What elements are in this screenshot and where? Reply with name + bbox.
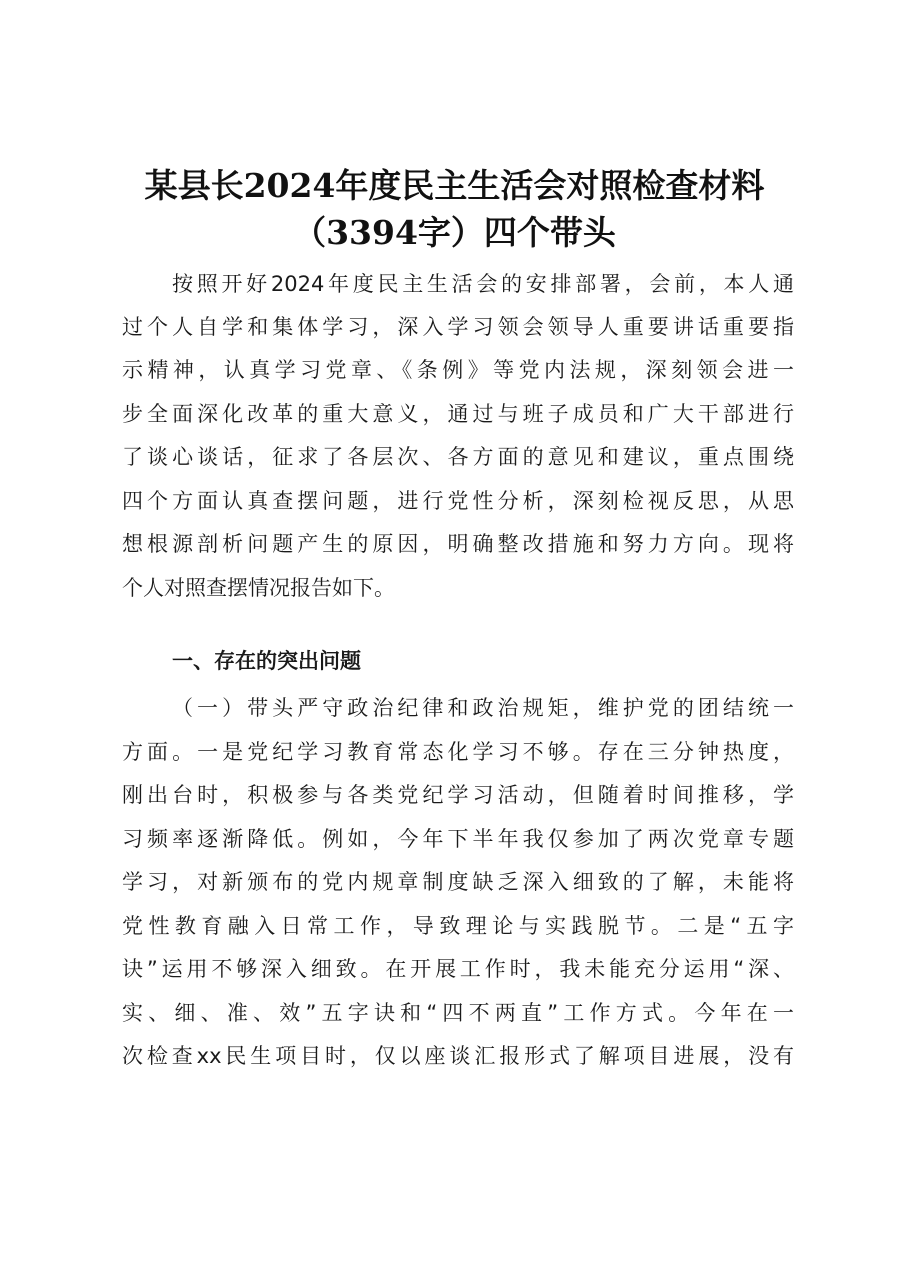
section-heading: 一、存在的突出问题 <box>172 649 361 673</box>
document-title-line-1: 某县长2024年度民主生活会对照检查材料 <box>144 166 765 205</box>
paragraph-line: 习频率逐渐降低。例如，今年下半年我仅参加了两次党章专题 <box>122 827 794 851</box>
paragraph-line: 党性教育融入日常工作，导致理论与实践脱节。二是“五字 <box>122 914 794 938</box>
paragraph-line: （一）带头严守政治纪律和政治规矩，维护党的团结统一 <box>172 696 794 720</box>
paragraph-line: 步全面深化改革的重大意义，通过与班子成员和广大干部进行 <box>122 402 794 426</box>
paragraph-line: 诀”运用不够深入细致。在开展工作时，我未能充分运用“深、 <box>122 957 794 981</box>
paragraph-line: 示精神，认真学习党章、《条例》等党内法规，深刻领会进一 <box>122 358 794 382</box>
paragraph-line: 个人对照查摆情况报告如下。 <box>122 576 395 600</box>
paragraph-line: 按照开好2024年度民主生活会的安排部署，会前，本人通 <box>172 272 794 296</box>
paragraph-line: 方面。一是党纪学习教育常态化学习不够。存在三分钟热度， <box>122 740 794 764</box>
paragraph-line: 刚出台时，积极参与各类党纪学习活动，但随着时间推移，学 <box>122 783 794 807</box>
document-title-line-2: （3394字）四个带头 <box>293 213 616 252</box>
paragraph-line: 过个人自学和集体学习，深入学习领会领导人重要讲话重要指 <box>122 315 794 339</box>
paragraph-line: 四个方面认真查摆问题，进行党性分析，深刻检视反思，从思 <box>122 489 794 513</box>
paragraph-line: 想根源剖析问题产生的原因，明确整改措施和努力方向。现将 <box>122 532 794 556</box>
paragraph-line: 了谈心谈话，征求了各层次、各方面的意见和建议，重点围绕 <box>122 445 794 469</box>
paragraph-line: 实、细、准、效”五字诀和“四不两直”工作方式。今年在一 <box>122 1001 794 1025</box>
paragraph-line: 次检查xx民生项目时，仅以座谈汇报形式了解项目进展，没有 <box>122 1044 794 1068</box>
paragraph-line: 学习，对新颁布的党内规章制度缺乏深入细致的了解，未能将 <box>122 870 794 894</box>
